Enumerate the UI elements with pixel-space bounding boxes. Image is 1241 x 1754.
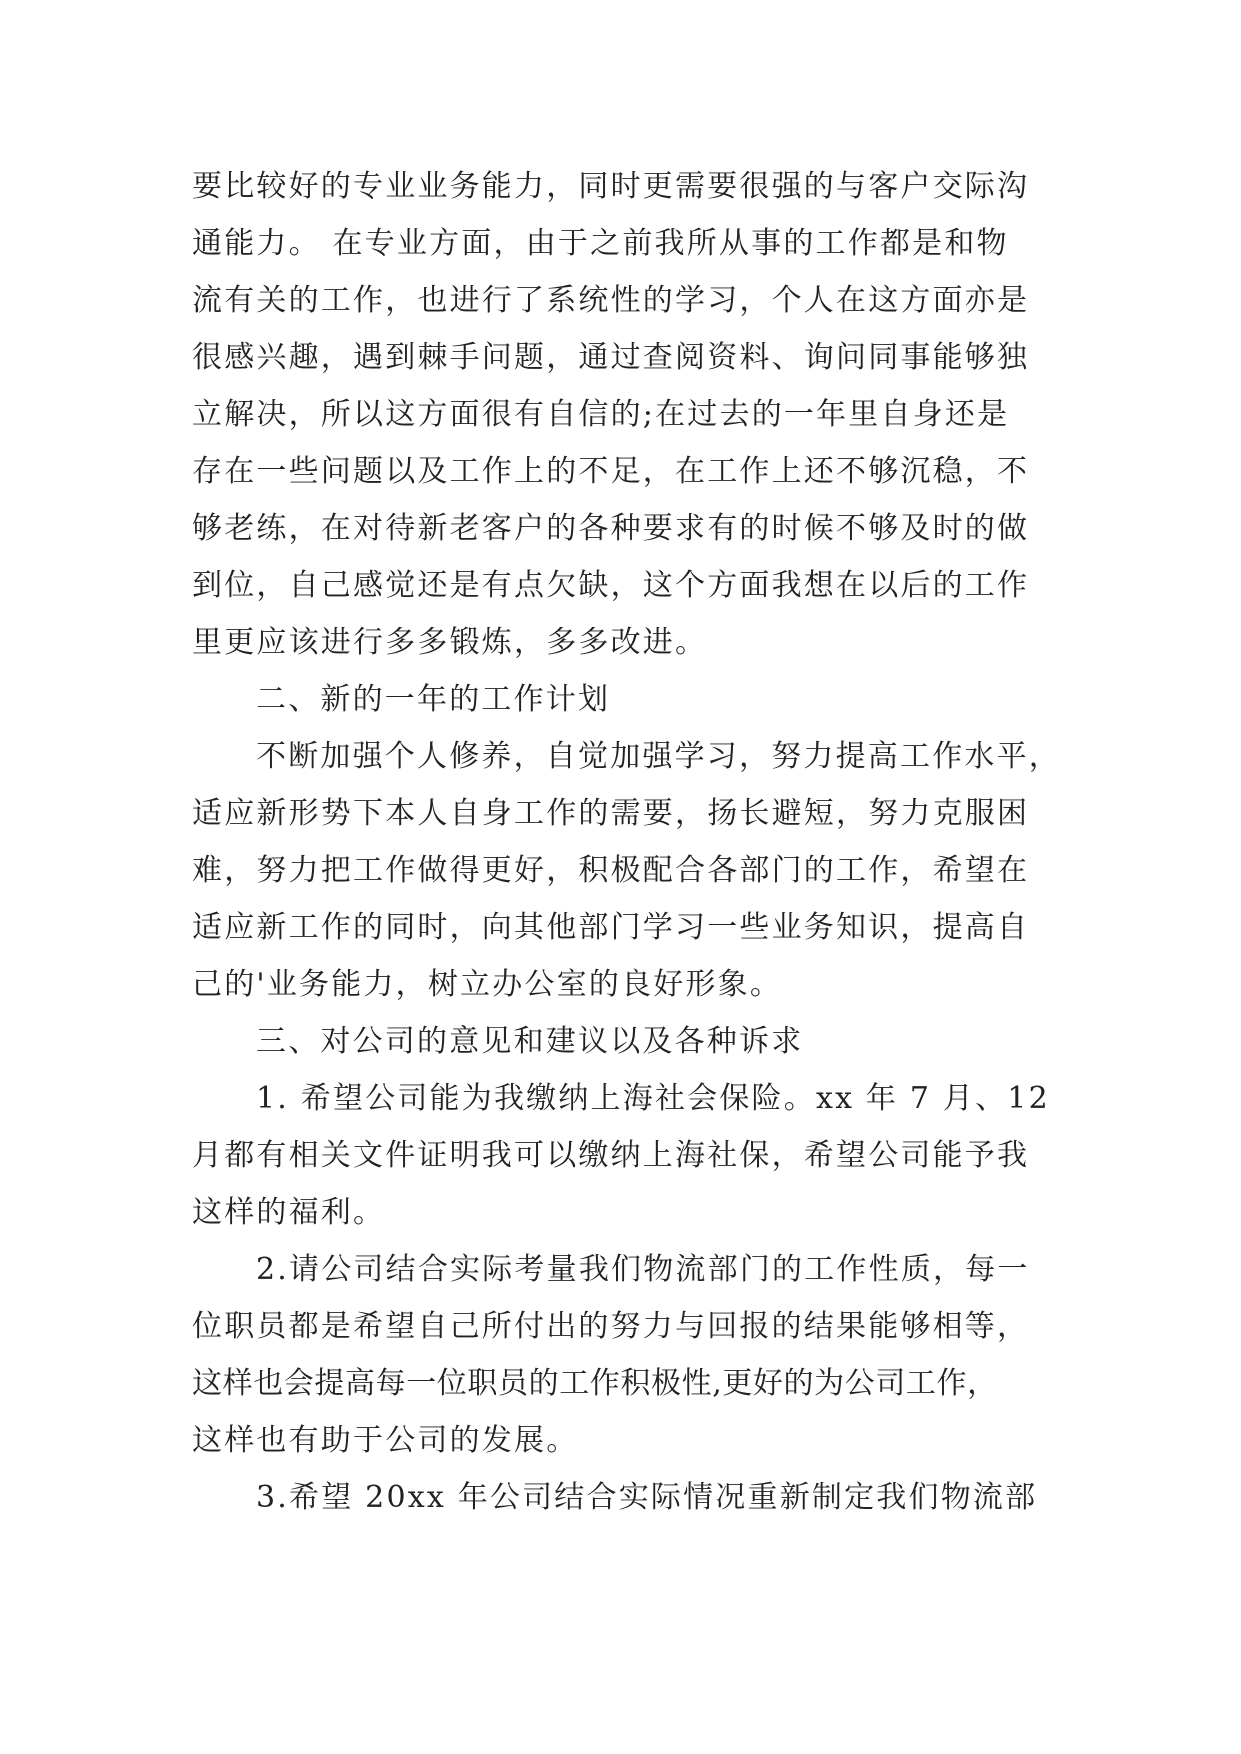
paragraph-line: 到位，自己感觉还是有点欠缺，这个方面我想在以后的工作	[192, 568, 1030, 603]
list-item-2: 2.请公司结合实际考量我们物流部门的工作性质，每一	[256, 1252, 1030, 1287]
paragraph-line: 难，努力把工作做得更好，积极配合各部门的工作，希望在	[192, 853, 1030, 888]
list-item-1: 1. 希望公司能为我缴纳上海社会保险。xx 年 7 月、12	[256, 1081, 1050, 1116]
paragraph-line: 立解决，所以这方面很有自信的;在过去的一年里自身还是	[192, 397, 1010, 432]
paragraph-line: 月都有相关文件证明我可以缴纳上海社保，希望公司能予我	[192, 1138, 1030, 1173]
paragraph-line: 很感兴趣，遇到棘手问题，通过查阅资料、询问同事能够独	[192, 340, 1030, 375]
paragraph-line: 这样的福利。	[192, 1195, 386, 1230]
paragraph-line: 适应新形势下本人自身工作的需要，扬长避短，努力克服困	[192, 796, 1030, 831]
paragraph-line: 这样也会提高每一位职员的工作积极性,更好的为公司工作，	[192, 1366, 998, 1401]
paragraph-line: 要比较好的专业业务能力，同时更需要很强的与客户交际沟	[192, 169, 1030, 204]
paragraph-line: 适应新工作的同时，向其他部门学习一些业务知识，提高自	[192, 910, 1030, 945]
section-heading-new-year-plan: 二、新的一年的工作计划	[256, 682, 611, 717]
paragraph-line: 存在一些问题以及工作上的不足，在工作上还不够沉稳，不	[192, 454, 1030, 489]
paragraph-line: 通能力。 在专业方面，由于之前我所从事的工作都是和物	[192, 226, 1009, 261]
paragraph-line: 这样也有助于公司的发展。	[192, 1423, 579, 1458]
paragraph-line: 里更应该进行多多锻炼，多多改进。	[192, 625, 708, 660]
paragraph-line: 够老练，在对待新老客户的各种要求有的时候不够及时的做	[192, 511, 1030, 546]
paragraph-line: 己的'业务能力，树立办公室的良好形象。	[192, 967, 783, 1002]
section-heading-suggestions: 三、对公司的意见和建议以及各种诉求	[256, 1024, 804, 1059]
paragraph-line: 不断加强个人修养，自觉加强学习，努力提高工作水平，	[256, 739, 1061, 774]
list-item-3: 3.希望 20xx 年公司结合实际情况重新制定我们物流部	[256, 1480, 1038, 1515]
paragraph-line: 位职员都是希望自己所付出的努力与回报的结果能够相等，	[192, 1309, 1030, 1344]
paragraph-line: 流有关的工作，也进行了系统性的学习，个人在这方面亦是	[192, 283, 1030, 318]
